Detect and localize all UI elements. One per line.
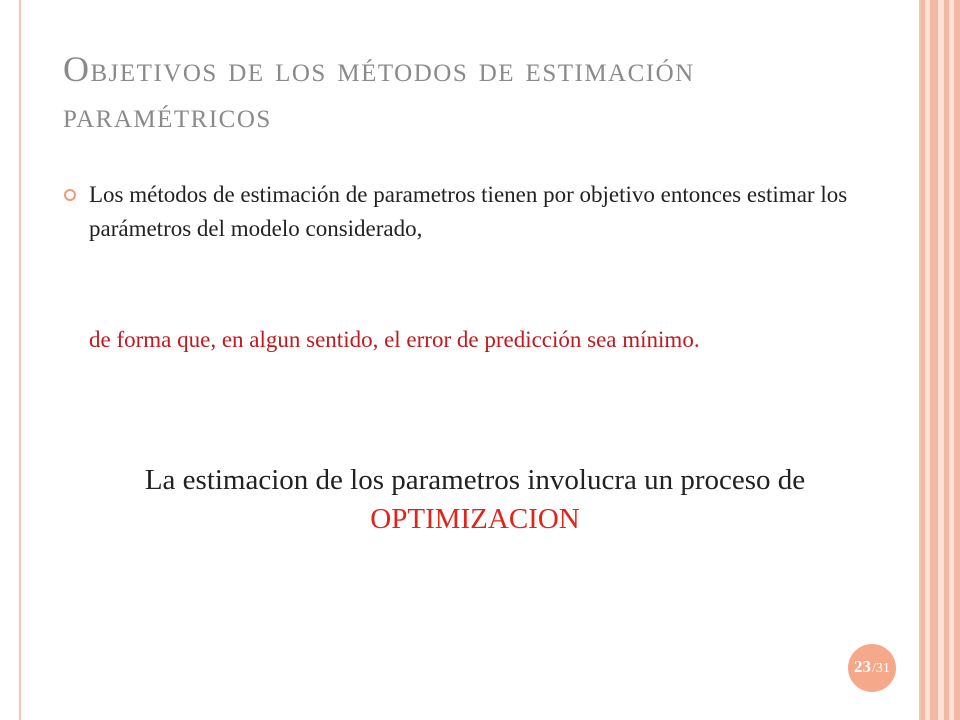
bullet-text: Los métodos de estimación de parametros tienen por objetivo entonces estimar los parámetros del modelo considerado,: [89, 182, 848, 241]
stripe: [921, 0, 925, 720]
conclusion-text: [60, 461, 890, 539]
stripe: [930, 0, 938, 720]
page-current: 23: [854, 657, 871, 676]
optimization-highlight: OPTIMIZACION: [370, 503, 580, 535]
stripe: [954, 0, 960, 720]
page-number-badge: [848, 644, 896, 692]
decorative-stripes: [921, 0, 960, 720]
conclusion-prefix: La estimacion de los parametros involucra un proceso de: [144, 464, 806, 496]
slide-title: Objetivos de los métodos de estimación paramétricos: [63, 49, 695, 135]
red-subtext: de forma que, en algun sentido, el error de predicción sea mínimo.: [89, 327, 700, 352]
stripe: [944, 0, 949, 720]
bullet-item: [89, 178, 849, 246]
hollow-circle-bullet-icon: [63, 188, 77, 202]
page-total: /31: [872, 661, 890, 676]
